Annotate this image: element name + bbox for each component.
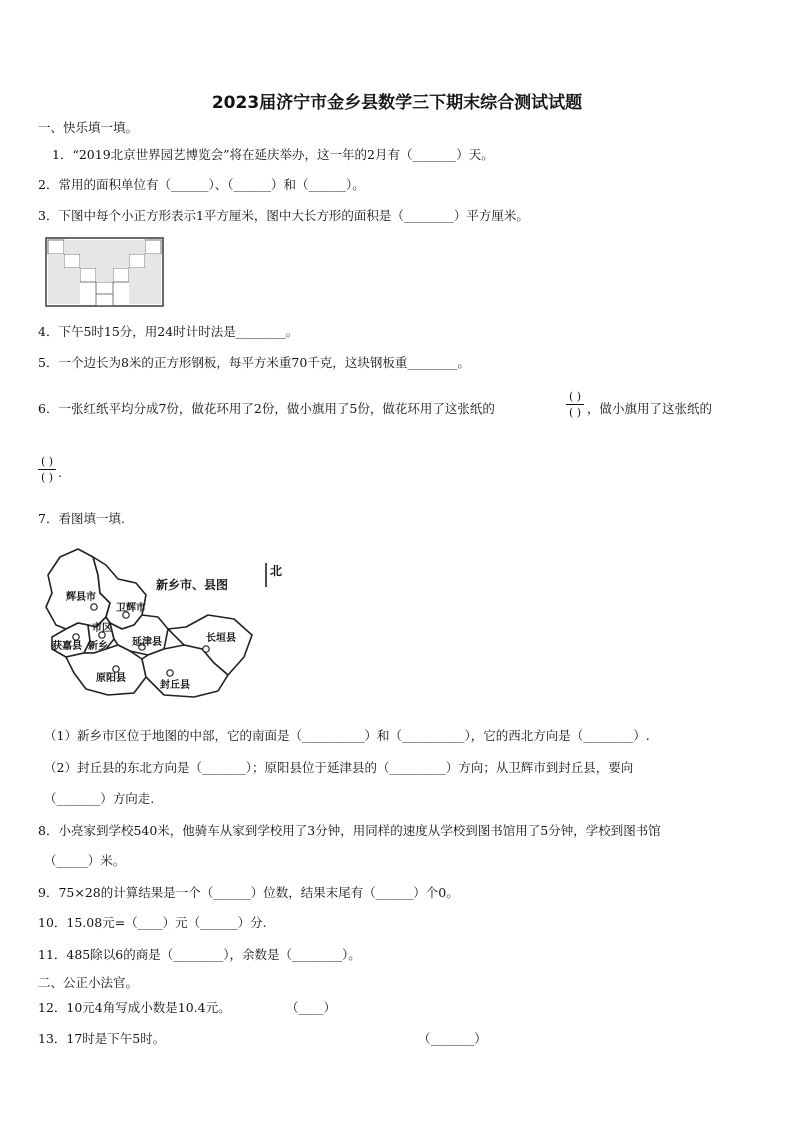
question-9: 9．75×28的计算结果是一个（______）位数，结果末尾有（______）个0。: [38, 885, 459, 900]
question-12: 12．10元4角写成小数是10.4元。: [38, 1000, 231, 1015]
page-title: 2023届济宁市金乡县数学三下期末综合测试试题: [211, 93, 583, 113]
fraction-denominator: ( ): [568, 406, 582, 419]
question-11: 11．485除以6的商是（________），余数是（________）。: [38, 947, 361, 962]
label-yanjin: 延津县: [132, 637, 162, 648]
fraction-numerator: ( ): [568, 390, 582, 403]
question-5: 5．一个边长为8米的正方形钢板，每平方米重70千克，这块钢板重________。: [38, 355, 470, 370]
label-huixian: 辉县市: [66, 592, 96, 603]
question-3: 3．下图中每个小正方形表示1平方厘米，图中大长方形的面积是（________）平方厘米。: [38, 208, 529, 223]
question-10: 10．15.08元=（____）元（______）分.: [38, 915, 267, 930]
grid-figure: [45, 237, 165, 309]
question-8b: （_____）米。: [44, 853, 126, 868]
question-8a: 8．小亮家到学校540米，他骑车从家到学校用了3分钟，用同样的速度从学校到图书馆用了5分钟，学校到图书馆: [38, 823, 661, 838]
xinxiang-map: [38, 545, 298, 700]
map-title: 新乡市、县图: [156, 578, 229, 592]
question-6a: 6．一张红纸平均分成7份，做花环用了2份，做小旗用了5份，做花环用了这张纸的: [38, 401, 495, 416]
north-label: 北: [270, 564, 283, 578]
fraction-blank-1[interactable]: [566, 390, 584, 419]
question-12-answer-blank[interactable]: （____）: [286, 1000, 337, 1015]
fraction-blank-2[interactable]: [38, 455, 56, 484]
label-huojia: 获嘉县: [52, 641, 82, 652]
label-changyuan: 长垣县: [206, 633, 236, 644]
question-7-1: （1）新乡市区位于地图的中部，它的南面是（__________）和（__________），它的西北方向是（________）.: [44, 728, 650, 743]
question-6b: ，做小旗用了这张纸的: [587, 401, 713, 416]
question-1: 1．“2019北京世界园艺博览会”将在延庆举办，这一年的2月有（_______）天。: [52, 147, 494, 162]
label-fengqiu: 封丘县: [160, 680, 190, 691]
question-6-period: .: [58, 465, 62, 480]
question-7-2b: （_______）方向走.: [44, 791, 155, 806]
fraction-denominator: ( ): [40, 471, 54, 484]
question-2: 2．常用的面积单位有（______）、（______）和（______）。: [38, 177, 365, 192]
question-13-answer-blank[interactable]: （_______）: [418, 1031, 487, 1046]
label-shiqu: 市区: [92, 623, 112, 634]
section-heading-2: 二、公正小法官。: [38, 975, 139, 990]
question-7-2a: （2）封丘县的东北方向是（_______）；原阳县位于延津县的（_________）方向；从卫辉市到封丘县，要向: [44, 760, 634, 775]
label-xinxiang: 新乡: [88, 641, 108, 652]
label-weihui: 卫辉市: [116, 603, 146, 614]
question-4: 4．下午5时15分，用24时计时法是________。: [38, 324, 299, 339]
question-7: 7．看图填一填.: [38, 511, 125, 526]
section-heading-1: 一、快乐填一填。: [38, 120, 139, 135]
label-yuanyang: 原阳县: [96, 673, 126, 684]
question-13: 13．17时是下午5时。: [38, 1031, 166, 1046]
fraction-numerator: ( ): [40, 455, 54, 468]
